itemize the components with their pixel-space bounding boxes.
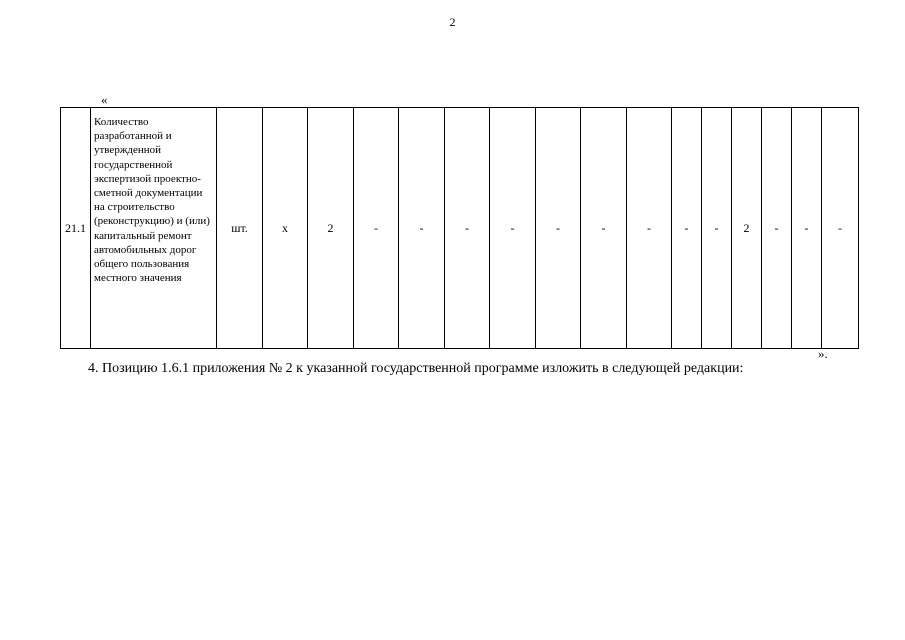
value-cell: - [792,108,822,349]
amendment-paragraph: 4. Позицию 1.6.1 приложения № 2 к указанной государственной программе изложить в следующей редакции: [88,361,744,376]
indicator-table [60,107,859,349]
closing-quote-mark: ». [818,346,828,361]
value-cell: 2 [308,108,354,349]
table-row [61,108,859,349]
value-cell: - [490,108,536,349]
value-cell: 2 [732,108,762,349]
value-cell: - [581,108,627,349]
indicator-description-cell: Количество разработанной и утвержденной государственной экспертизой проектно-сметной документации на строительство (реконструкцию) и (или) капитальный ремонт автомобильных дорог общего пользования местного значения [91,108,217,349]
value-cell: - [702,108,732,349]
value-cell: - [672,108,702,349]
row-number-cell: 21.1 [61,108,91,349]
value-cell: - [536,108,581,349]
unit-cell: шт. [217,108,263,349]
value-cell: - [399,108,445,349]
value-cell: - [354,108,399,349]
opening-quote-mark: « [101,92,108,107]
value-cell: - [445,108,490,349]
value-cell: - [822,108,859,349]
page-number: 2 [449,15,456,29]
value-cell: - [762,108,792,349]
value-cell: x [263,108,308,349]
value-cell: - [627,108,672,349]
